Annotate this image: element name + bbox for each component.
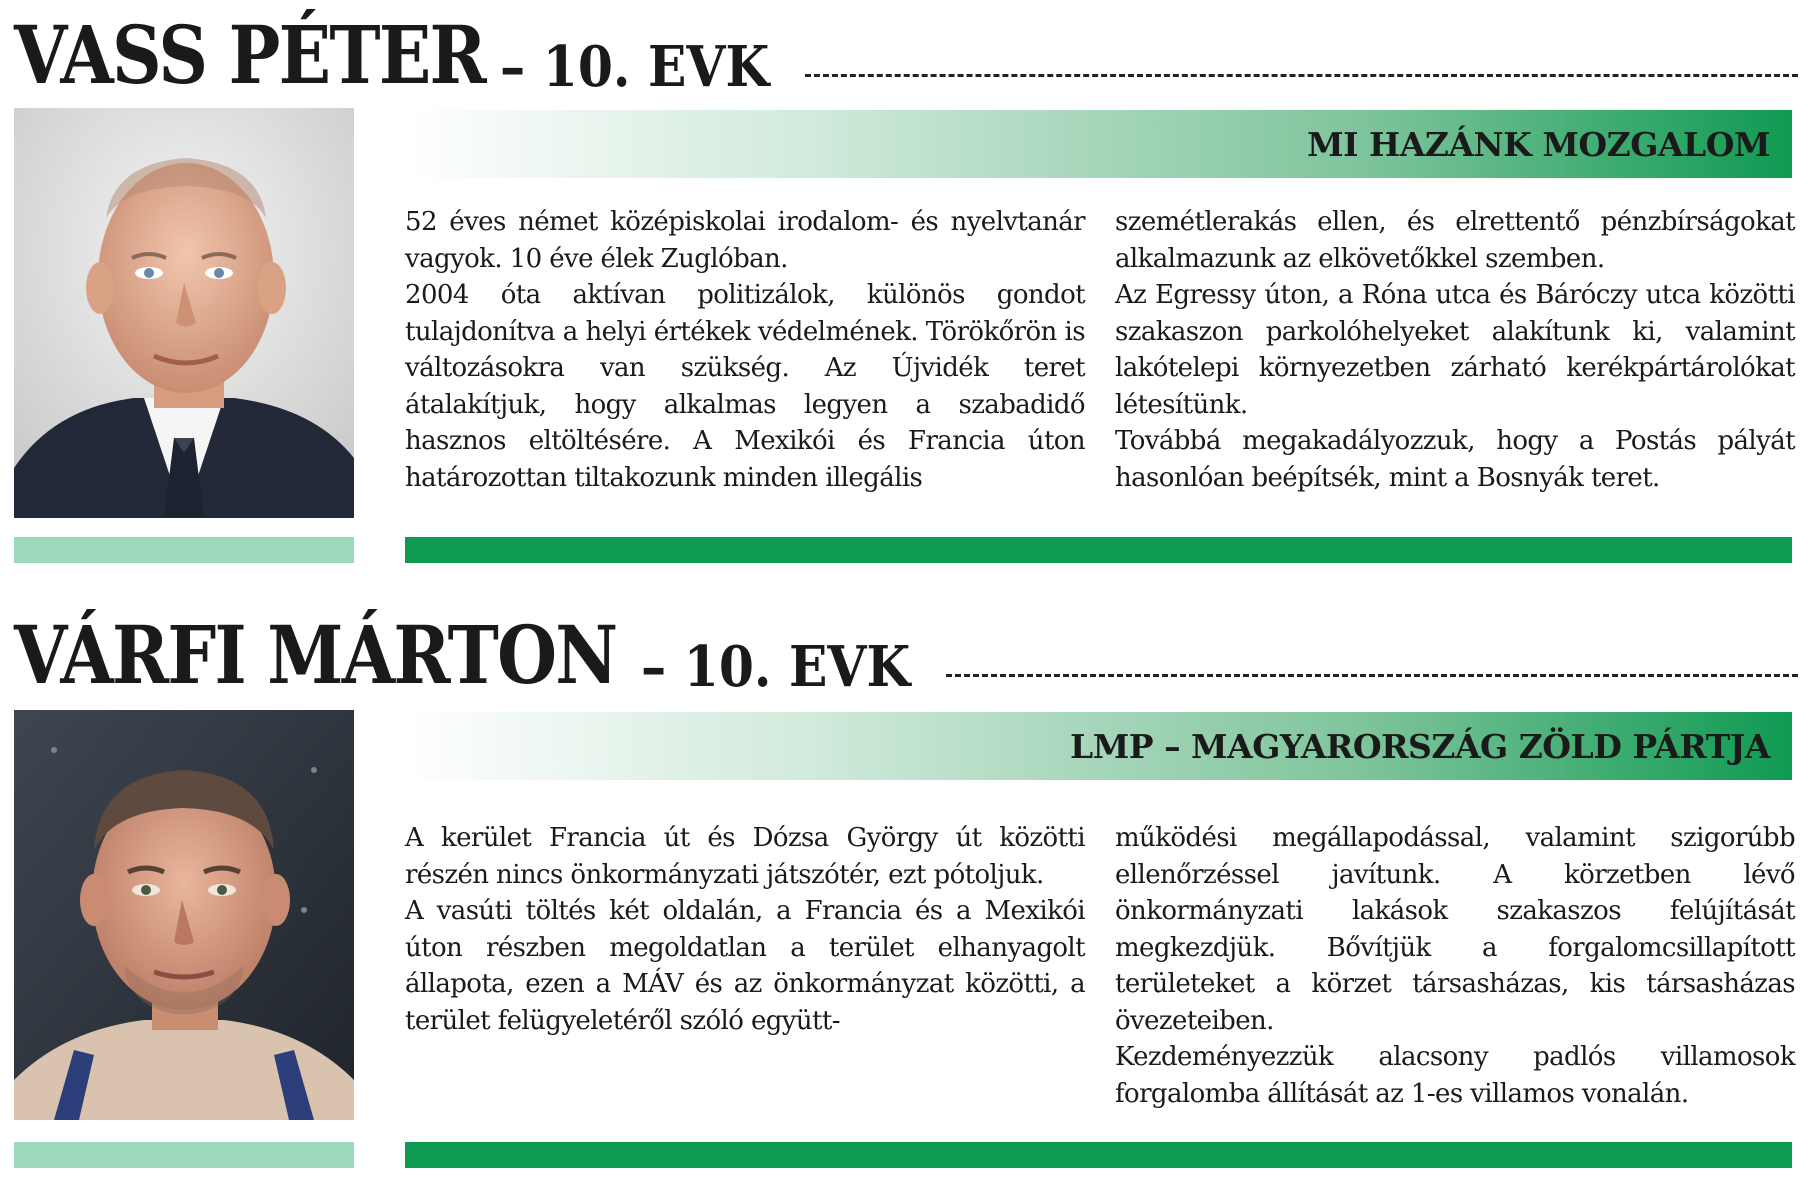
candidate-district: – 10. EVK	[499, 34, 770, 100]
text-column-right	[1115, 204, 1795, 496]
text-column-right	[1115, 820, 1795, 1112]
photo-accent-bar	[14, 537, 354, 563]
section-accent-bar	[405, 537, 1792, 563]
text-column-left	[405, 820, 1085, 1039]
paragraph: A kerület Francia út és Dózsa György út közötti részén nincs önkormányzati játszótér, ezt pótoljuk.	[405, 823, 1085, 890]
text-column-left	[405, 204, 1085, 496]
paragraph: 2004 óta aktívan politizálok, különös gondot tulajdonítva a helyi értékek védelmének. Törökőrön is változásokra van szükség. Az Újvidék teret átalakítjuk, hogy alkalmas legyen a szabadidő hasznos eltöltésére. A Mexikói és Francia úton határozottan tiltakozunk minden illegális	[405, 280, 1085, 493]
candidate-photo	[14, 108, 354, 518]
paragraph: A vasúti töltés két oldalán, a Francia és a Mexikói úton részben megoldatlan a terület elhanyagolt állapota, ezen a MÁV és az önkormányzat közötti, a terület felügyeletéről szóló együtt-	[405, 896, 1085, 1036]
paragraph: Kezdeményezzük alacsony padlós villamosok forgalomba állítását az 1-es villamos vonalán.	[1115, 1042, 1795, 1109]
candidate-district: – 10. EVK	[640, 634, 910, 700]
party-band	[405, 712, 1792, 780]
paragraph: szemétlerakás ellen, és elrettentő pénzbírságokat alkalmazunk az elkövetőkkel szemben.	[1115, 207, 1795, 274]
candidate-name: VASS PÉTER	[14, 8, 486, 102]
candidate-title-row	[14, 0, 1798, 102]
paragraph: működési megállapodással, valamint szigorúbb ellenőrzéssel javítunk. A körzetben lévő önkormányzati lakások szakaszos felújítását megkezdjük. Bővítjük a forgalomcsillapított területeket a körzet társasházas, kis társasházas övezeteiben.	[1115, 823, 1795, 1036]
dashed-divider	[805, 74, 1798, 77]
candidate-block-vass	[0, 0, 1808, 590]
candidate-name: VÁRFI MÁRTON	[14, 608, 617, 702]
section-accent-bar	[405, 1142, 1792, 1168]
party-name: MI HAZÁNK MOZGALOM	[1307, 124, 1770, 164]
paragraph: Az Egressy úton, a Róna utca és Báróczy utca közötti szakaszon parkolóhelyeket alakítunk ki, valamint lakótelepi környezetben zárható kerékpártárolókat létesítünk.	[1115, 280, 1795, 420]
photo-accent-bar	[14, 1142, 354, 1168]
candidate-title-row	[14, 600, 1798, 702]
candidate-photo	[14, 710, 354, 1120]
dashed-divider	[946, 674, 1798, 677]
candidate-block-varfi	[0, 600, 1808, 1186]
party-band	[405, 110, 1792, 178]
paragraph: 52 éves német középiskolai irodalom- és nyelvtanár vagyok. 10 éve élek Zuglóban.	[405, 207, 1085, 274]
party-name: LMP – MAGYARORSZÁG ZÖLD PÁRTJA	[1070, 726, 1770, 766]
paragraph: Továbbá megakadályozzuk, hogy a Postás pályát hasonlóan beépítsék, mint a Bosnyák teret.	[1115, 426, 1795, 493]
